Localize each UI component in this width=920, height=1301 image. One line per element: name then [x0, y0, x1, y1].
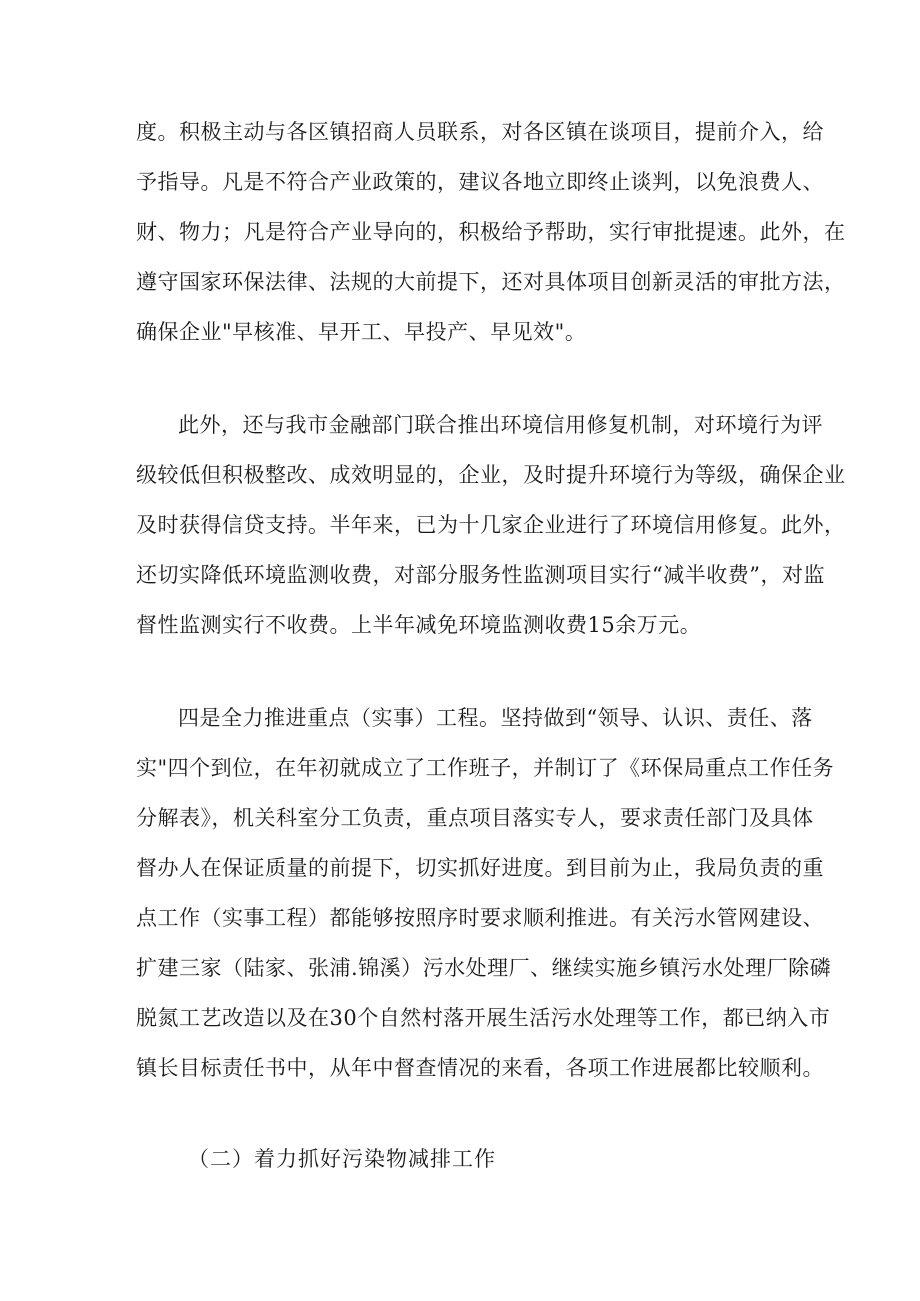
paragraph-3-line-5: 点工作（实事工程）都能够按照序时要求顺利推进。有关污水管网建设、: [136, 906, 824, 930]
paragraph-2-line-3: 及时获得信贷支持。半年来，已为十几家企业进行了环境信用修复。此外，: [136, 513, 846, 537]
paragraph-1-line-4: 遵守国家环保法律、法规的大前提下，还对具体项目创新灵活的审批方法，: [136, 270, 846, 294]
paragraph-3-line-6: 扩建三家（陆家、张浦.锦溪）污水处理厂、继续实施乡镇污水处理厂除磷: [136, 956, 832, 980]
paragraph-3-line-4: 督办人在保证质量的前提下，切实抓好进度。到目前为止，我局负责的重: [136, 856, 824, 880]
paragraph-3-line-8: 镇长目标责任书中，从年中督查情况的来看，各项工作进展都比较顺利。: [136, 1056, 824, 1080]
paragraph-3-line-7: 脱氮工艺改造以及在30个自然村落开展生活污水处理等工作，都已纳入市: [136, 1006, 831, 1030]
section-heading: （二）着力抓好污染物减排工作: [188, 1147, 496, 1171]
paragraph-1-line-2: 予指导。凡是不符合产业政策的，建议各地立即终止谈判，以免浪费人、: [136, 170, 824, 194]
paragraph-1-line-5: 确保企业"早核准、早开工、早投产、早见效"。: [136, 320, 587, 344]
paragraph-2-line-4: 还切实降低环境监测收费，对部分服务性监测项目实行“减半收费”，对监: [136, 563, 825, 587]
paragraph-2-line-5: 督性监测实行不收费。上半年减免环境监测收费15余万元。: [136, 613, 702, 637]
paragraph-3-line-3: 分解表》，机关科室分工负责，重点项目落实专人，要求责任部门及具体: [136, 806, 814, 830]
paragraph-2-line-2: 级较低但积极整改、成效明显的，企业，及时提升环境行为等级，确保企业: [136, 463, 846, 487]
paragraph-1-line-1: 度。积极主动与各区镇招商人员联系，对各区镇在谈项目，提前介入，给: [136, 120, 824, 144]
paragraph-2-line-1: 此外，还与我市金融部门联合推出环境信用修复机制，对环境行为评: [178, 413, 823, 437]
paragraph-3-line-2: 实"四个到位，在年初就成立了工作班子，并制订了《环保局重点工作任务: [136, 756, 835, 780]
paragraph-1-line-3: 财、物力；凡是符合产业导向的，积极给予帮助，实行审批提速。此外，在: [136, 220, 846, 244]
paragraph-3-line-1: 四是全力推进重点（实事）工程。坚持做到“领导、认识、责任、落: [178, 706, 813, 730]
